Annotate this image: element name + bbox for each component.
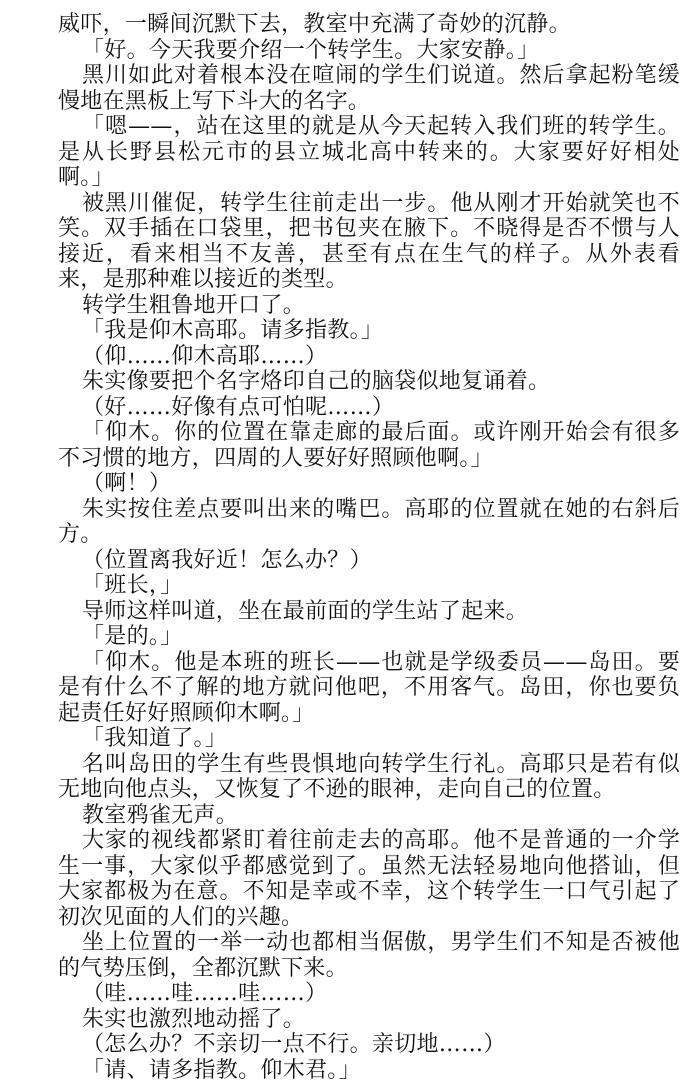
paragraph: 转学生粗鲁地开口了。 xyxy=(58,293,680,319)
paragraph: 「好。今天我要介绍一个转学生。大家安静。」 xyxy=(58,38,680,64)
paragraph: 名叫岛田的学生有些畏惧地向转学生行礼。高耶只是若有似无地向他点头，又恢复了不逊的眼神，走向自己的位置。 xyxy=(58,752,680,803)
paragraph: （位置离我好近！怎么办？） xyxy=(58,548,680,574)
paragraph: 「我知道了。」 xyxy=(58,726,680,752)
paragraph: 导师这样叫道，坐在最前面的学生站了起来。 xyxy=(58,599,680,625)
paragraph: （仰……仰木高耶……） xyxy=(58,344,680,370)
paragraph: 朱实像要把个名字烙印自己的脑袋似地复诵着。 xyxy=(58,369,680,395)
paragraph: 「我是仰木高耶。请多指教。」 xyxy=(58,318,680,344)
paragraph: 「请、请多指教。仰木君。」 xyxy=(58,1058,680,1083)
paragraph: 教室鸦雀无声。 xyxy=(58,803,680,829)
paragraph: （好……好像有点可怕呢……） xyxy=(58,395,680,421)
paragraph: （啊！） xyxy=(58,471,680,497)
paragraph: 「仰木。你的位置在靠走廊的最后面。或许刚开始会有很多不习惯的地方，四周的人要好好照顾他啊。」 xyxy=(58,420,680,471)
paragraph: 威吓，一瞬间沉默下去，教室中充满了奇妙的沉静。 xyxy=(58,12,680,38)
paragraph: （怎么办？不亲切一点不行。亲切地……） xyxy=(58,1032,680,1058)
paragraph: 「是的。」 xyxy=(58,624,680,650)
paragraph: 坐上位置的一举一动也都相当倨傲，男学生们不知是否被他的气势压倒，全都沉默下来。 xyxy=(58,930,680,981)
paragraph: 「仰木。他是本班的班长——也就是学级委员——岛田。要是有什么不了解的地方就问他吧，不用客气。岛田，你也要负起责任好好照顾仰木啊。」 xyxy=(58,650,680,727)
paragraph: 「嗯——，站在这里的就是从今天起转入我们班的转学生。是从长野县松元市的县立城北高中转来的。大家要好好相处啊。」 xyxy=(58,114,680,191)
paragraph: 被黑川催促，转学生往前走出一步。他从刚才开始就笑也不笑。双手插在口袋里，把书包夹在腋下。不晓得是否不惯与人接近，看来相当不友善，甚至有点在生气的样子。从外表看来，是那种难以接近的类型。 xyxy=(58,191,680,293)
paragraph: 朱实也激烈地动摇了。 xyxy=(58,1007,680,1033)
paragraph: 大家的视线都紧盯着往前走去的高耶。他不是普通的一介学生一事，大家似乎都感觉到了。虽然无法轻易地向他搭讪，但大家都极为在意。不知是幸或不幸，这个转学生一口气引起了初次见面的人们的兴趣。 xyxy=(58,828,680,930)
paragraph: 「班长，」 xyxy=(58,573,680,599)
paragraph: 朱实按住差点要叫出来的嘴巴。高耶的位置就在她的右斜后方。 xyxy=(58,497,680,548)
paragraph: 黑川如此对着根本没在喧闹的学生们说道。然后拿起粉笔缓慢地在黑板上写下斗大的名字。 xyxy=(58,63,680,114)
paragraph: （哇……哇……哇……） xyxy=(58,981,680,1007)
